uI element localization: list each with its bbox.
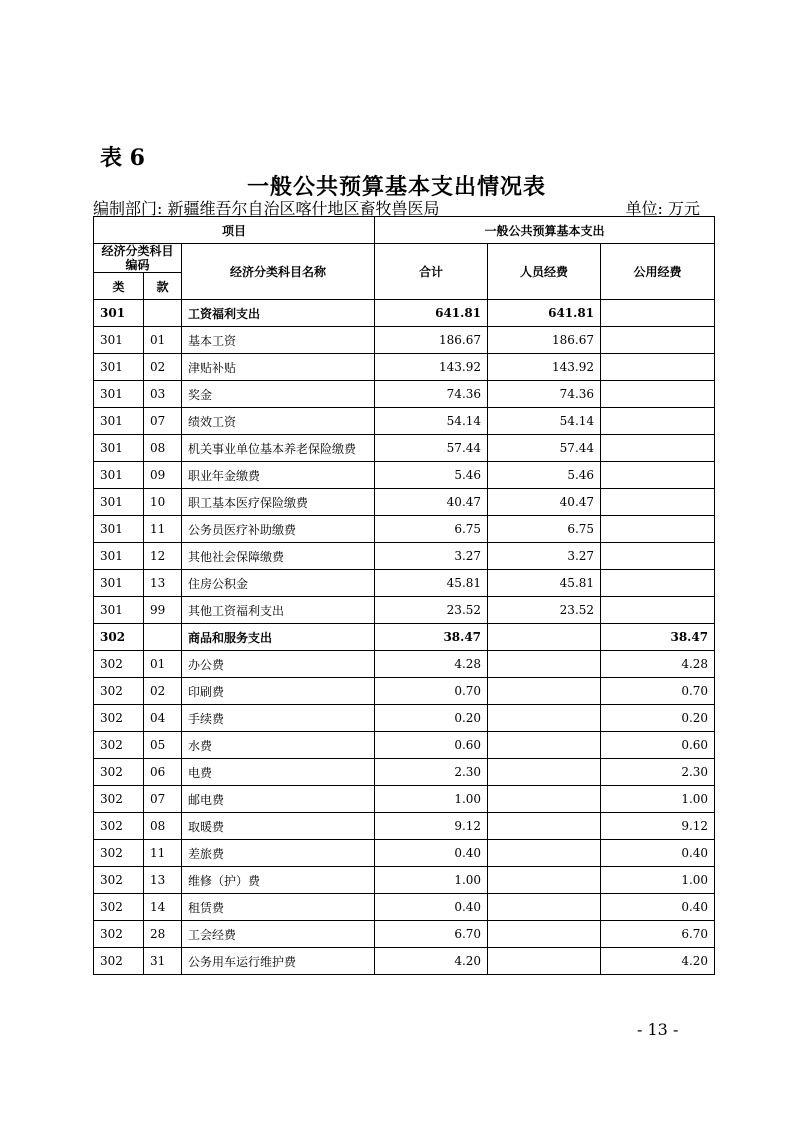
row-section-cell: 13 — [144, 867, 182, 894]
table-row — [94, 813, 715, 840]
row-section-cell: 02 — [144, 678, 182, 705]
row-class-cell: 302 — [94, 759, 144, 786]
table-row — [94, 327, 715, 354]
row-total-cell: 0.40 — [375, 840, 488, 867]
row-section-cell: 01 — [144, 651, 182, 678]
row-total-cell: 0.40 — [375, 894, 488, 921]
row-total-cell: 4.28 — [375, 651, 488, 678]
row-personnel-cell — [488, 894, 601, 921]
row-name-cell: 手续费 — [182, 705, 375, 732]
row-section-cell: 08 — [144, 435, 182, 462]
row-section-cell: 04 — [144, 705, 182, 732]
row-total-cell: 40.47 — [375, 489, 488, 516]
row-total-cell: 38.47 — [375, 624, 488, 651]
header-row-2 — [94, 244, 715, 273]
row-name-cell: 其他工资福利支出 — [182, 597, 375, 624]
row-class-cell: 302 — [94, 624, 144, 651]
row-section-cell: 99 — [144, 597, 182, 624]
row-total-cell: 1.00 — [375, 867, 488, 894]
header-total: 合计 — [375, 244, 488, 300]
row-total-cell: 5.46 — [375, 462, 488, 489]
row-class-cell: 302 — [94, 786, 144, 813]
table-row — [94, 759, 715, 786]
row-total-cell: 57.44 — [375, 435, 488, 462]
row-total-cell: 3.27 — [375, 543, 488, 570]
table-row — [94, 354, 715, 381]
row-name-cell: 机关事业单位基本养老保险缴费 — [182, 435, 375, 462]
row-total-cell: 45.81 — [375, 570, 488, 597]
table-row — [94, 381, 715, 408]
row-personnel-cell: 3.27 — [488, 543, 601, 570]
row-personnel-cell: 54.14 — [488, 408, 601, 435]
row-name-cell: 邮电费 — [182, 786, 375, 813]
row-name-cell: 水费 — [182, 732, 375, 759]
row-class-cell: 301 — [94, 543, 144, 570]
row-public-cell: 0.60 — [601, 732, 715, 759]
row-section-cell: 13 — [144, 570, 182, 597]
row-class-cell: 301 — [94, 300, 144, 327]
row-section-cell: 07 — [144, 786, 182, 813]
header-public: 公用经费 — [601, 244, 715, 300]
header-row-1 — [94, 217, 715, 244]
row-public-cell: 6.70 — [601, 921, 715, 948]
page-title: 一般公共预算基本支出情况表 — [246, 174, 546, 200]
department-label: 编制部门: 新疆维吾尔自治区喀什地区畜牧兽医局 — [93, 199, 440, 218]
row-personnel-cell — [488, 867, 601, 894]
row-total-cell: 186.67 — [375, 327, 488, 354]
row-name-cell: 其他社会保障缴费 — [182, 543, 375, 570]
row-public-cell — [601, 462, 715, 489]
row-personnel-cell: 57.44 — [488, 435, 601, 462]
row-public-cell — [601, 543, 715, 570]
row-personnel-cell — [488, 651, 601, 678]
row-public-cell — [601, 300, 715, 327]
row-public-cell: 4.28 — [601, 651, 715, 678]
row-section-cell: 02 — [144, 354, 182, 381]
row-total-cell: 641.81 — [375, 300, 488, 327]
row-class-cell: 301 — [94, 354, 144, 381]
row-section-cell: 03 — [144, 381, 182, 408]
row-class-cell: 302 — [94, 948, 144, 975]
row-personnel-cell — [488, 840, 601, 867]
row-class-cell: 302 — [94, 651, 144, 678]
row-public-cell: 0.20 — [601, 705, 715, 732]
table-row — [94, 597, 715, 624]
row-class-cell: 301 — [94, 516, 144, 543]
row-section-cell: 31 — [144, 948, 182, 975]
row-total-cell: 9.12 — [375, 813, 488, 840]
row-personnel-cell — [488, 948, 601, 975]
row-personnel-cell — [488, 678, 601, 705]
table-row — [94, 894, 715, 921]
row-public-cell — [601, 570, 715, 597]
row-name-cell: 工会经费 — [182, 921, 375, 948]
page-number: - 13 - — [637, 1020, 679, 1039]
row-name-cell: 办公费 — [182, 651, 375, 678]
row-public-cell — [601, 381, 715, 408]
row-class-cell: 302 — [94, 921, 144, 948]
row-public-cell: 4.20 — [601, 948, 715, 975]
row-class-cell: 301 — [94, 327, 144, 354]
row-name-cell: 商品和服务支出 — [182, 624, 375, 651]
row-personnel-cell: 23.52 — [488, 597, 601, 624]
row-name-cell: 职工基本医疗保险缴费 — [182, 489, 375, 516]
table-row — [94, 840, 715, 867]
table-row — [94, 651, 715, 678]
header-personnel: 人员经费 — [488, 244, 601, 300]
row-public-cell — [601, 435, 715, 462]
table-row — [94, 516, 715, 543]
row-class-cell: 301 — [94, 489, 144, 516]
table-row — [94, 705, 715, 732]
row-class-cell: 301 — [94, 462, 144, 489]
table-row — [94, 786, 715, 813]
row-personnel-cell — [488, 705, 601, 732]
row-name-cell: 基本工资 — [182, 327, 375, 354]
row-public-cell: 1.00 — [601, 786, 715, 813]
header-item: 项目 — [94, 217, 375, 244]
table-row — [94, 867, 715, 894]
table-row — [94, 543, 715, 570]
row-public-cell: 2.30 — [601, 759, 715, 786]
row-section-cell: 11 — [144, 840, 182, 867]
row-class-cell: 301 — [94, 597, 144, 624]
row-section-cell: 07 — [144, 408, 182, 435]
row-personnel-cell — [488, 759, 601, 786]
row-section-cell: 12 — [144, 543, 182, 570]
row-class-cell: 302 — [94, 840, 144, 867]
row-total-cell: 74.36 — [375, 381, 488, 408]
table-row — [94, 435, 715, 462]
row-name-cell: 奖金 — [182, 381, 375, 408]
row-name-cell: 租赁费 — [182, 894, 375, 921]
row-personnel-cell — [488, 921, 601, 948]
row-section-cell: 06 — [144, 759, 182, 786]
row-total-cell: 1.00 — [375, 786, 488, 813]
row-name-cell: 公务员医疗补助缴费 — [182, 516, 375, 543]
row-name-cell: 工资福利支出 — [182, 300, 375, 327]
row-public-cell: 0.70 — [601, 678, 715, 705]
table-row — [94, 732, 715, 759]
row-name-cell: 津贴补贴 — [182, 354, 375, 381]
row-total-cell: 0.20 — [375, 705, 488, 732]
row-section-cell: 10 — [144, 489, 182, 516]
row-public-cell — [601, 327, 715, 354]
row-section-cell — [144, 300, 182, 327]
row-total-cell: 6.70 — [375, 921, 488, 948]
row-section-cell: 01 — [144, 327, 182, 354]
row-class-cell: 301 — [94, 435, 144, 462]
row-personnel-cell — [488, 732, 601, 759]
row-name-cell: 差旅费 — [182, 840, 375, 867]
row-section-cell: 09 — [144, 462, 182, 489]
row-personnel-cell: 45.81 — [488, 570, 601, 597]
row-total-cell: 23.52 — [375, 597, 488, 624]
table-row — [94, 489, 715, 516]
row-section-cell: 08 — [144, 813, 182, 840]
budget-table — [93, 216, 715, 975]
row-class-cell: 302 — [94, 705, 144, 732]
row-public-cell — [601, 354, 715, 381]
table-row — [94, 921, 715, 948]
table-number: 表 6 — [100, 145, 145, 171]
row-personnel-cell: 143.92 — [488, 354, 601, 381]
row-personnel-cell — [488, 624, 601, 651]
row-public-cell: 0.40 — [601, 840, 715, 867]
row-personnel-cell — [488, 786, 601, 813]
row-total-cell: 0.70 — [375, 678, 488, 705]
header-code: 经济分类科目编码 — [94, 244, 182, 273]
header-section: 款 — [144, 273, 182, 300]
row-name-cell: 住房公积金 — [182, 570, 375, 597]
table-row — [94, 462, 715, 489]
row-public-cell — [601, 408, 715, 435]
row-total-cell: 143.92 — [375, 354, 488, 381]
table-row — [94, 624, 715, 651]
row-public-cell — [601, 597, 715, 624]
table-row — [94, 408, 715, 435]
row-name-cell: 维修（护）费 — [182, 867, 375, 894]
row-class-cell: 302 — [94, 678, 144, 705]
row-section-cell: 05 — [144, 732, 182, 759]
row-class-cell: 301 — [94, 381, 144, 408]
row-class-cell: 302 — [94, 867, 144, 894]
row-personnel-cell: 186.67 — [488, 327, 601, 354]
row-public-cell: 38.47 — [601, 624, 715, 651]
row-class-cell: 302 — [94, 894, 144, 921]
row-name-cell: 取暖费 — [182, 813, 375, 840]
row-personnel-cell: 6.75 — [488, 516, 601, 543]
row-personnel-cell: 74.36 — [488, 381, 601, 408]
row-total-cell: 6.75 — [375, 516, 488, 543]
row-name-cell: 公务用车运行维护费 — [182, 948, 375, 975]
row-total-cell: 2.30 — [375, 759, 488, 786]
row-name-cell: 电费 — [182, 759, 375, 786]
row-total-cell: 0.60 — [375, 732, 488, 759]
row-public-cell — [601, 489, 715, 516]
row-public-cell: 1.00 — [601, 867, 715, 894]
row-name-cell: 绩效工资 — [182, 408, 375, 435]
row-section-cell: 14 — [144, 894, 182, 921]
row-personnel-cell: 40.47 — [488, 489, 601, 516]
table-row — [94, 570, 715, 597]
row-total-cell: 4.20 — [375, 948, 488, 975]
header-basic-expenditure: 一般公共预算基本支出 — [375, 217, 715, 244]
row-total-cell: 54.14 — [375, 408, 488, 435]
row-name-cell: 印刷费 — [182, 678, 375, 705]
row-public-cell: 9.12 — [601, 813, 715, 840]
unit-label: 单位: 万元 — [625, 199, 700, 218]
row-personnel-cell: 641.81 — [488, 300, 601, 327]
row-public-cell: 0.40 — [601, 894, 715, 921]
row-class-cell: 301 — [94, 408, 144, 435]
row-class-cell: 302 — [94, 732, 144, 759]
header-name: 经济分类科目名称 — [182, 244, 375, 300]
row-personnel-cell — [488, 813, 601, 840]
table-row — [94, 300, 715, 327]
row-name-cell: 职业年金缴费 — [182, 462, 375, 489]
row-public-cell — [601, 516, 715, 543]
table-row — [94, 948, 715, 975]
row-class-cell: 301 — [94, 570, 144, 597]
row-class-cell: 302 — [94, 813, 144, 840]
row-section-cell — [144, 624, 182, 651]
row-section-cell: 11 — [144, 516, 182, 543]
row-personnel-cell: 5.46 — [488, 462, 601, 489]
row-section-cell: 28 — [144, 921, 182, 948]
table-row — [94, 678, 715, 705]
header-class: 类 — [94, 273, 144, 300]
